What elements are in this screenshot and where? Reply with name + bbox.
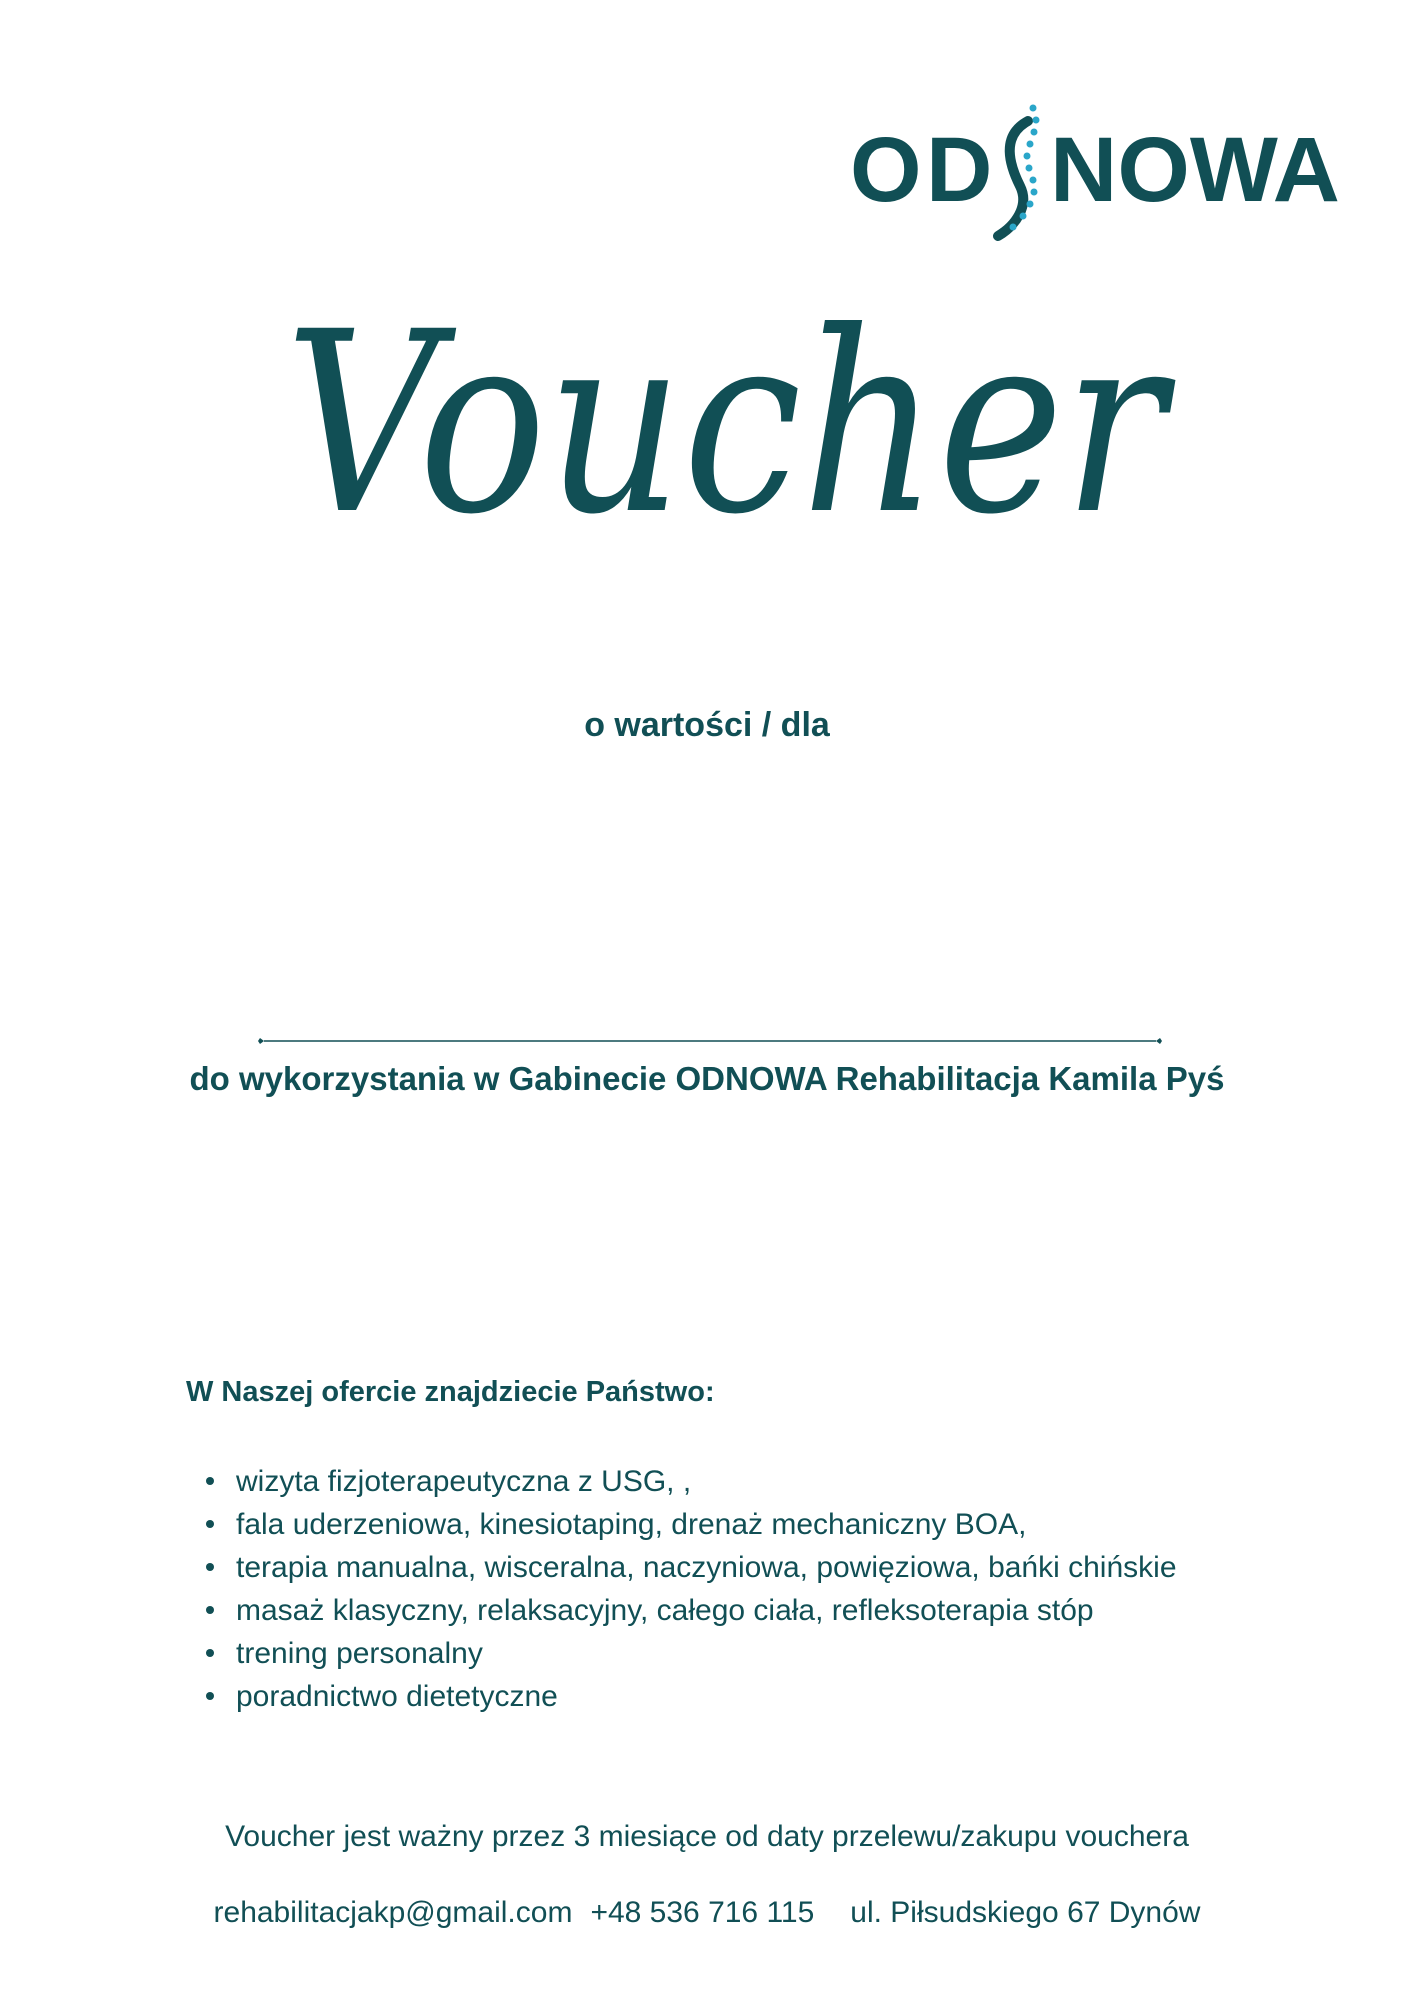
voucher-title-text: Voucher (285, 278, 1176, 569)
voucher-title (250, 255, 1200, 595)
bullet-icon (206, 1520, 214, 1528)
offer-item: fala uderzeniowa, kinesiotaping, drenaż mechaniczny BOA, (186, 1503, 1346, 1546)
voucher-title-graphic (250, 255, 1200, 595)
bullet-icon (206, 1477, 214, 1485)
offer-item: terapia manualna, wisceralna, naczyniowa, powięziowa, bańki chińskie (186, 1546, 1346, 1589)
svg-text:D: D (926, 119, 993, 221)
contact-address: ul. Piłsudskiego 67 Dynów (850, 1896, 1201, 1929)
offer-item: masaż klasyczny, relaksacyjny, całego ciała, refleksoterapia stóp (186, 1589, 1346, 1632)
contact-line (0, 1896, 1414, 1930)
offer-heading: W Naszej ofercie znajdziecie Państwo: (186, 1376, 715, 1408)
offer-list (186, 1460, 1346, 1718)
bullet-icon (206, 1649, 214, 1657)
svg-text:O: O (850, 119, 922, 221)
usage-line: do wykorzystania w Gabinecie ODNOWA Rehabilitacja Kamila Pyś (189, 1060, 1225, 1097)
offer-item: trening personalny (186, 1632, 1346, 1675)
bullet-icon (206, 1563, 214, 1571)
validity-note: Voucher jest ważny przez 3 miesiące od daty przelewu/zakupu vouchera (225, 1820, 1189, 1853)
svg-text:NOWA: NOWA (1050, 119, 1340, 221)
brand-logo (850, 96, 1350, 246)
value-label: o wartości / dla (584, 706, 830, 744)
offer-item: wizyta fizjoterapeutyczna z USG, , (186, 1460, 1346, 1503)
logo-graphic (850, 96, 1350, 246)
contact-phone[interactable]: +48 536 716 115 (590, 1896, 815, 1929)
bullet-icon (206, 1692, 214, 1700)
bullet-icon (206, 1606, 214, 1614)
contact-email[interactable]: rehabilitacjakp@gmail.com (213, 1896, 573, 1929)
offer-item: poradnictwo dietetyczne (186, 1675, 1346, 1718)
divider (258, 1034, 1162, 1048)
